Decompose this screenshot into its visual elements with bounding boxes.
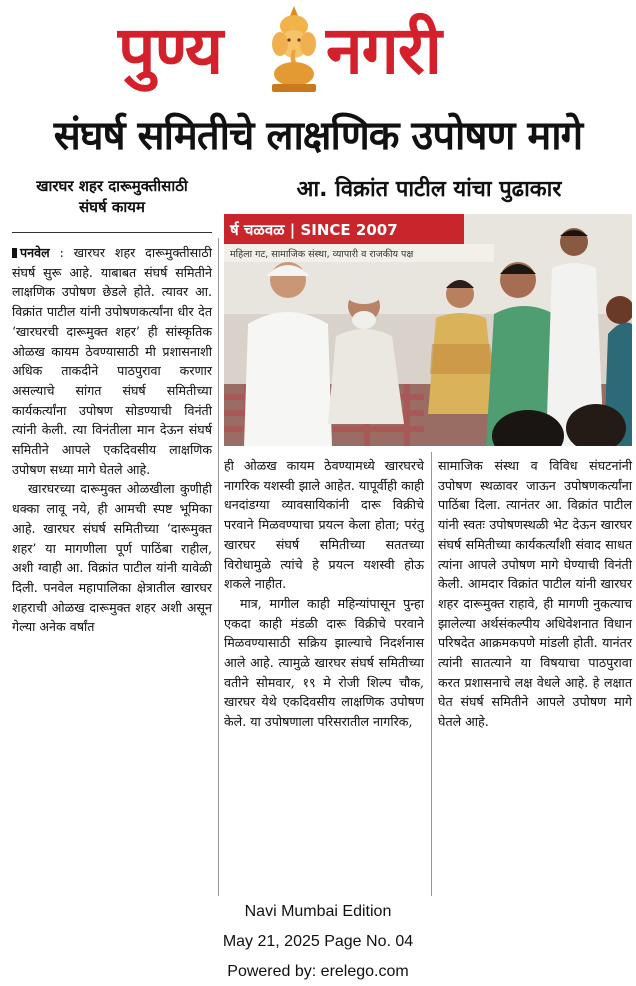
photo-scene <box>224 214 632 446</box>
article-paragraph: मात्र, मागील काही महिन्यांपासून पुन्हा एकदा काही मंडळी दारू विक्रीचे परवाने मिळवण्यासाठी सक्रिय झाल्याचे निदर्शनास आले आहे. त्यामुळे खारघर संघर्ष समितीच्या वतीने सोमवार, १९ मे रोजी शिल्प चौक, खारघर येथे एकदिवसीय लाक्षणिक उपोषण केले. या उपोषणाला परिसरातील नागरिक, <box>224 595 424 730</box>
article-column-3 <box>438 456 632 732</box>
subhead-left-line2: संघर्ष कायम <box>79 198 145 216</box>
logo-left-word: पुण्य <box>118 12 223 89</box>
ganesh-emblem-icon <box>262 4 326 94</box>
column-rule-1 <box>218 238 219 896</box>
photo-banner-text: र्ष चळवळ | SINCE 2007 <box>230 221 398 239</box>
article-paragraph: खारघरच्या दारूमुक्त ओळखीला कुणीही धक्का लावू नये, ही आमची स्पष्ट भूमिका आहे. खारघर संघर्ष समितीच्या ‘दारूमुक्त शहर’ या मागणीला पूर्ण पाठिंबा राहील, अशी ग्वाही आ. विक्रांत पाटील यांनी यावेळी दिली. पनवेल महापालिका क्षेत्रातील खारघर शहराची ओळख दारूमुक्त शहर अशी असून गेल्या अनेक वर्षांत <box>12 481 212 635</box>
masthead <box>0 0 636 110</box>
footer-date-page: May 21, 2025 Page No. 04 <box>222 933 414 950</box>
footer-edition: Navi Mumbai Edition <box>244 903 392 920</box>
subhead-left <box>10 176 214 218</box>
article-dateline: पनवेल <box>20 245 50 260</box>
article-column-1 <box>12 243 212 637</box>
headline: संघर्ष समितीचे लाक्षणिक उपोषण मागे <box>53 113 583 159</box>
article-paragraph: सामाजिक संस्था व विविध संघटनांनी उपोषण स्थळावर जाऊन उपोषणकर्त्यांना पाठिंबा दिला. त्यानंतर आ. विक्रांत पाटील यांनी स्वतः उपोषणस्थळी भेट देऊन खारघर संघर्ष समितीच्या कार्यकर्त्यांशी संवाद साधत त्यांना आपले उपोषण मागे घेण्याची विनंती केली. आमदार विक्रांत पाटील यांनी खारघर शहर दारूमुक्त राहावे, ही मागणी नुकत्याच झालेल्या अर्थसंकल्पीय अधिवेशनात विधान परिषदेत आक्रमकपणे मांडली होती. यानंतर त्यांनी सातत्याने या विषयाचा पाठपुरावा करत प्रशासनाचे लक्ष वेधले आहे. हे लक्षात घेत संघर्ष समितीने आपले उपोषण मागे घेतले आहे. <box>438 458 632 730</box>
footer-powered-by: Powered by: erelego.com <box>227 963 409 980</box>
article-paragraph: पनवेल : खारघर शहर दारूमुक्तीसाठी संघर्ष सुरू आहे. याबाबत संघर्ष समितीने लाक्षणिक उपोषण छेडले होते. त्यावर आ. विक्रांत पाटील यांनी उपोषणकर्त्यांना धीर देत ‘खारघरची दारूमुक्त शहर’ ही सांस्कृतिक ओळख कायम ठेवण्यासाठी मी प्रशासनाशी अधिक ताकदीने पाठपुरावा करणार असल्याचे सांगत संघर्ष समितीच्या कार्यकर्त्यांना उपोषण सोडण्याची विनंती त्यांनी केली. त्या विनंतीला मान देऊन संघर्ष समितीने आपले एकदिवसीय लाक्षणिक उपोषण सध्या मागे घेतले आहे. <box>12 245 212 477</box>
column-rule-2 <box>431 452 432 896</box>
article-column-2 <box>224 456 424 732</box>
subhead-divider <box>12 232 212 233</box>
subhead-right: आ. विक्रांत पाटील यांचा पुढाकार <box>296 177 562 202</box>
article-photo <box>224 214 632 446</box>
article-text: खारघर शहर दारूमुक्तीसाठी संघर्ष सुरू आहे. याबाबत संघर्ष समितीने लाक्षणिक उपोषण छेडले होते. त्यावर आ. विक्रांत पाटील यांनी उपोषणकर्त्यांना धीर देत ‘खारघरची दारूमुक्त शहर’ ही सांस्कृतिक ओळख कायम ठेवण्यासाठी मी प्रशासनाशी अधिक ताकदीने पाठपुरावा करणार असल्याचे सांगत संघर्ष समितीच्या कार्यकर्त्यांना उपोषण सोडण्याची विनंती त्यांनी केली. त्या विनंतीला मान देऊन संघर्ष समितीने आपले एकदिवसीय लाक्षणिक उपोषण सध्या मागे घेतले आहे. <box>12 245 212 477</box>
article-paragraph: ही ओळख कायम ठेवण्यामध्ये खारघरचे नागरिक यशस्वी झाले आहेत. यापूर्वीही काही धनदांडग्या व्यावसायिकांनी दारू विक्रीचे परवाने मिळवण्याचा प्रयत्न केला होता; परंतु खारघर संघर्ष समितीच्या सततच्या विरोधामुळे त्यांचे हे प्रयत्न यशस्वी होऊ शकले नाहीत. <box>224 458 424 592</box>
subhead-left-line1: खारघर शहर दारूमुक्तीसाठी <box>36 177 188 195</box>
logo-right-word: नगरी <box>326 12 441 89</box>
photo-banner-subtext: महिला गट, सामाजिक संस्था, व्यापारी व राजकीय पक्ष <box>230 249 414 260</box>
dateline-marker <box>12 248 17 258</box>
